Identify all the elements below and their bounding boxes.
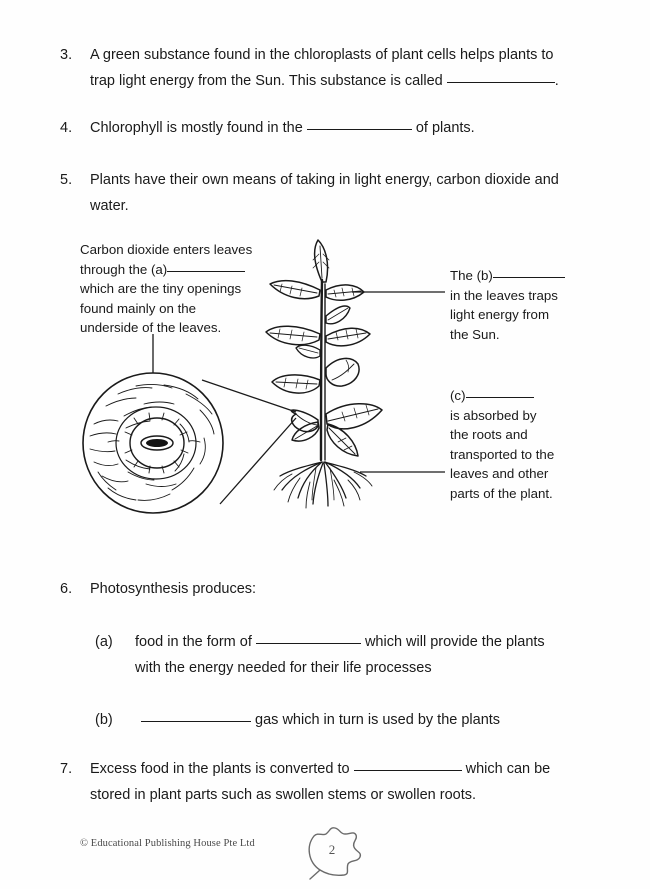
annotation-stomata-line3: which are the tiny openings [80, 281, 242, 297]
annotation-stomata [80, 240, 295, 338]
question-3-blank[interactable] [447, 70, 555, 83]
question-6a-blank[interactable] [256, 631, 361, 644]
annotation-chlorophyll [450, 266, 600, 344]
question-4-body [90, 115, 475, 141]
annotation-chlorophyll-blank[interactable] [493, 266, 565, 278]
question-4-text-after: of plants. [415, 120, 475, 136]
question-7-blank[interactable] [354, 758, 462, 771]
stomatal-pore [141, 436, 173, 450]
question-6a [95, 629, 605, 681]
question-6a-label: (a) [95, 634, 113, 650]
question-7 [60, 756, 605, 808]
question-3-line1: A green substance found in the chloroplasts of plant cells helps plants to [90, 47, 554, 63]
footer-copyright: © Educational Publishing House Pte Ltd [80, 838, 255, 849]
annotation-chlorophyll-line1: The (b) [450, 268, 493, 283]
annotation-stomata-line1: Carbon dioxide enters leaves [80, 242, 253, 257]
question-4 [60, 115, 600, 141]
annotation-water-line1: (c) [450, 388, 466, 403]
question-5-body [90, 167, 559, 219]
plant-leaf-mid-right [326, 328, 370, 346]
question-6 [60, 576, 600, 602]
question-3-line2-after: . [554, 73, 559, 89]
page-number-leaf-badge [300, 824, 366, 882]
annotation-chlorophyll-line2: in the leaves traps [450, 287, 558, 303]
question-7-line2: stored in plant parts such as swollen stems or swollen roots. [90, 787, 477, 803]
page-number: 2 [328, 842, 336, 857]
plant-leaf-curled-right [326, 358, 359, 386]
plant-roots [274, 462, 372, 508]
annotation-water-blank[interactable] [466, 386, 534, 398]
annotation-stomata-line4: found mainly on the [80, 300, 197, 316]
question-4-blank[interactable] [307, 117, 412, 130]
annotation-chlorophyll-line3: light energy from [450, 307, 550, 323]
question-7-body [90, 756, 550, 808]
question-7-text-before: Excess food in the plants is converted to [90, 761, 350, 777]
annotation-stomata-line2: through the (a) [80, 261, 168, 277]
annotation-chlorophyll-line4: the Sun. [450, 326, 500, 342]
question-7-text-after: which can be [465, 761, 551, 777]
annotation-water-line3: the roots and [450, 427, 528, 443]
annotation-water-line2: is absorbed by [450, 407, 537, 423]
question-6b-blank[interactable] [141, 709, 251, 722]
annotation-water-line6: parts of the plant. [450, 485, 553, 501]
annotation-water-line5: leaves and other [450, 466, 549, 482]
question-3 [60, 42, 600, 94]
question-5 [60, 167, 605, 219]
stoma-magnified-view [83, 373, 223, 513]
question-3-body [90, 42, 559, 94]
question-5-number: 5. [60, 172, 73, 188]
question-6-body: Photosynthesis produces: [90, 581, 257, 597]
question-6b-body [135, 707, 500, 733]
annotation-stomata-blank[interactable] [167, 260, 245, 272]
question-5-line1: Plants have their own means of taking in light energy, carbon dioxide and [90, 172, 559, 188]
question-3-number: 3. [60, 47, 73, 63]
plant-stem [321, 280, 322, 460]
question-4-number: 4. [60, 120, 73, 136]
question-6b [95, 707, 605, 733]
plant-leaf-top [313, 240, 329, 282]
plant-leaf-tiny-left [296, 345, 320, 358]
question-6a-line2: with the energy needed for their life processes [135, 660, 432, 676]
annotation-water-line4: transported to the [450, 446, 555, 462]
question-6b-text-after: gas which in turn is used by the plants [255, 712, 501, 728]
plant-leaf-lower-left [272, 375, 320, 393]
plant-leaf-bottom-right [326, 404, 382, 429]
question-6b-label: (b) [95, 712, 113, 728]
question-3-line2-before: trap light energy from the Sun. This substance is called [90, 73, 443, 89]
plant-leaf-bottom-left [291, 410, 318, 432]
leaf-stalk [310, 870, 320, 879]
question-4-text-before: Chlorophyll is mostly found in the [90, 120, 303, 136]
annotation-water [450, 386, 605, 504]
question-6a-body [135, 629, 545, 681]
question-6a-text-after: which will provide the plants [364, 634, 545, 650]
question-5-line2: water. [90, 198, 129, 214]
question-6-number: 6. [60, 581, 73, 597]
photosynthesis-diagram [60, 228, 620, 528]
annotation-stomata-line5: underside of the leaves. [80, 320, 222, 336]
question-7-number: 7. [60, 761, 73, 777]
plant-leaf-small-right [326, 306, 350, 324]
question-6a-text-before: food in the form of [135, 634, 252, 650]
